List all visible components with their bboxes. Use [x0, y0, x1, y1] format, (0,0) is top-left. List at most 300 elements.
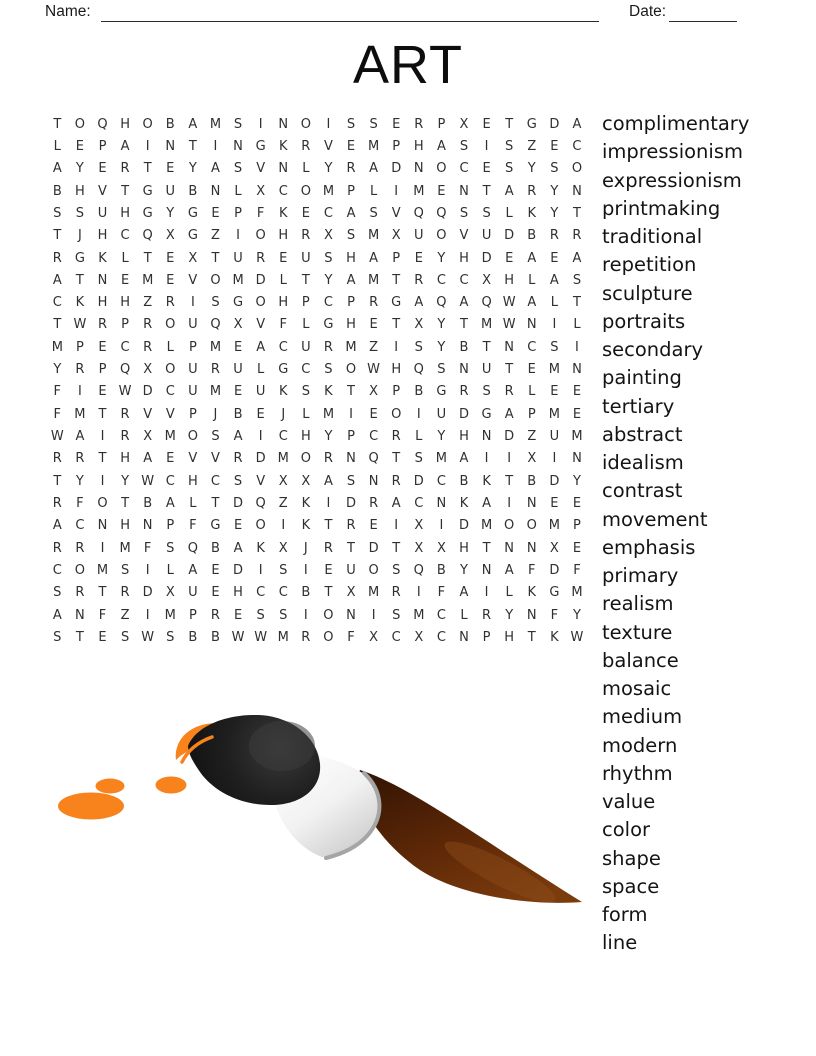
grid-letter: N	[459, 362, 469, 378]
grid-letter: S	[482, 384, 491, 400]
grid-letter: W	[570, 629, 584, 645]
grid-letter: G	[526, 116, 537, 132]
grid-letter: S	[392, 607, 401, 623]
grid-letter: Z	[278, 495, 288, 511]
grid-letter: E	[437, 183, 446, 199]
grid-letter: N	[97, 518, 108, 534]
word-list	[602, 110, 749, 958]
grid-letter: Y	[527, 161, 536, 177]
grid-letter: K	[75, 295, 85, 311]
grid-letter: P	[392, 384, 401, 400]
paint-splat-medium	[156, 777, 187, 794]
grid-letter: D	[391, 161, 402, 177]
grid-letter: Y	[437, 250, 446, 266]
grid-letter: N	[481, 429, 492, 445]
grid-letter: U	[188, 585, 198, 601]
grid-letter: X	[414, 518, 424, 534]
grid-letter: U	[165, 183, 176, 199]
grid-letter: S	[505, 161, 514, 177]
grid-letter: I	[507, 495, 512, 511]
grid-letter: Y	[437, 429, 446, 445]
grid-letter: N	[233, 138, 243, 154]
grid-letter: N	[436, 495, 447, 511]
grid-letter: G	[481, 406, 492, 422]
grid-letter: E	[301, 205, 310, 221]
grid-letter: H	[346, 317, 356, 333]
grid-letter: H	[300, 429, 311, 445]
grid-letter: A	[504, 406, 514, 422]
grid-letter: B	[52, 183, 62, 199]
grid-letter: F	[347, 629, 355, 645]
grid-letter: V	[323, 138, 333, 154]
grid-letter: E	[369, 317, 378, 333]
grid-letter: R	[414, 272, 424, 288]
grid-letter: M	[96, 562, 109, 578]
grid-letter: E	[482, 161, 491, 177]
grid-letter: S	[346, 116, 356, 132]
grid-letter: Y	[550, 183, 559, 199]
grid-letter: R	[210, 607, 220, 623]
grid-letter: E	[572, 495, 582, 511]
grid-letter: C	[436, 473, 446, 489]
grid-letter: A	[436, 138, 446, 154]
grid-letter: B	[165, 116, 175, 132]
grid-letter: R	[482, 607, 492, 623]
grid-letter: T	[482, 339, 491, 355]
grid-letter: A	[323, 473, 333, 489]
word-item: color	[602, 818, 651, 842]
grid-letter: Y	[75, 473, 84, 489]
grid-letter: R	[75, 540, 85, 556]
paintbrush-illustration	[30, 700, 610, 940]
grid-letter: S	[211, 295, 220, 311]
grid-letter: V	[98, 183, 107, 199]
grid-letter: N	[572, 183, 582, 199]
grid-letter: T	[98, 406, 107, 422]
grid-letter: H	[391, 362, 402, 378]
grid-letter: R	[391, 429, 401, 445]
grid-letter: C	[165, 384, 175, 400]
grid-letter: Z	[143, 295, 153, 311]
grid-letter: M	[232, 272, 244, 288]
grid-letter: T	[53, 473, 62, 489]
name-blank-line	[101, 3, 599, 22]
grid-letter: F	[550, 607, 559, 623]
grid-letter: K	[278, 205, 288, 221]
grid-letter: D	[368, 540, 379, 556]
grid-letter: L	[415, 429, 423, 445]
grid-letter: G	[436, 384, 447, 400]
grid-letter: R	[414, 116, 424, 132]
grid-letter: R	[504, 384, 514, 400]
grid-letter: K	[301, 495, 311, 511]
grid-letter: N	[97, 272, 108, 288]
grid-letter: Z	[527, 138, 537, 154]
grid-letter: F	[98, 607, 107, 623]
grid-letter: Q	[255, 495, 266, 511]
grid-letter: O	[368, 562, 379, 578]
grid-letter: E	[369, 518, 378, 534]
grid-letter: S	[572, 272, 582, 288]
grid-letter: B	[414, 384, 424, 400]
grid-letter: F	[53, 384, 62, 400]
grid-letter: I	[394, 339, 399, 355]
grid-letter: R	[369, 495, 379, 511]
grid-letter: S	[233, 473, 243, 489]
grid-letter: E	[527, 362, 536, 378]
grid-letter: A	[459, 451, 469, 467]
grid-letter: I	[552, 451, 557, 467]
grid-letter: P	[392, 138, 401, 154]
grid-letter: H	[278, 228, 289, 244]
grid-letter: D	[549, 116, 560, 132]
grid-letter: S	[120, 562, 130, 578]
grid-letter: Q	[187, 540, 198, 556]
grid-letter: I	[100, 429, 105, 445]
grid-letter: L	[528, 384, 536, 400]
grid-letter: L	[528, 272, 536, 288]
grid-letter: K	[482, 473, 491, 489]
grid-letter: R	[527, 183, 537, 199]
grid-letter: L	[573, 317, 581, 333]
word-item: modern	[602, 733, 678, 757]
grid-letter: F	[573, 562, 581, 578]
grid-letter: I	[416, 406, 421, 422]
grid-letter: A	[549, 272, 559, 288]
grid-letter: X	[436, 540, 446, 556]
grid-letter: N	[526, 495, 537, 511]
grid-letter: I	[303, 562, 308, 578]
grid-letter: B	[143, 495, 153, 511]
grid-letter: R	[391, 585, 401, 601]
grid-letter: P	[573, 518, 581, 534]
grid-letter: E	[233, 518, 243, 534]
grid-letter: U	[549, 429, 560, 445]
grid-letter: N	[459, 629, 469, 645]
grid-letter: O	[165, 362, 176, 378]
grid-letter: S	[550, 339, 559, 355]
grid-letter: A	[256, 339, 266, 355]
grid-letter: R	[459, 384, 469, 400]
word-item: value	[602, 790, 656, 813]
grid-letter: C	[165, 473, 175, 489]
grid-letter: A	[211, 161, 220, 177]
grid-letter: X	[369, 384, 379, 400]
grid-letter: A	[482, 495, 492, 511]
grid-letter: I	[326, 495, 331, 511]
grid-letter: U	[301, 339, 311, 355]
grid-letter: S	[301, 384, 310, 400]
grid-letter: Q	[436, 205, 447, 221]
grid-letter: O	[436, 161, 447, 177]
grid-letter: N	[572, 362, 582, 378]
grid-letter: G	[278, 362, 289, 378]
grid-letter: T	[392, 317, 401, 333]
grid-letter: I	[258, 116, 263, 132]
grid-letter: M	[571, 585, 583, 601]
grid-letter: M	[435, 451, 447, 467]
grid-letter: C	[436, 272, 446, 288]
grid-letter: R	[391, 473, 401, 489]
grid-letter: O	[165, 317, 176, 333]
grid-letter: D	[504, 228, 515, 244]
grid-letter: V	[391, 205, 401, 221]
grid-letter: T	[98, 451, 107, 467]
grid-letter: P	[437, 116, 446, 132]
grid-letter: M	[51, 339, 63, 355]
grid-letter: K	[278, 138, 288, 154]
grid-letter: N	[526, 540, 537, 556]
grid-letter: B	[527, 228, 537, 244]
grid-letter: H	[97, 228, 108, 244]
grid-letter: S	[166, 540, 175, 556]
grid-letter: W	[141, 473, 155, 489]
grid-letter: Y	[437, 339, 446, 355]
grid-letter: Q	[97, 116, 108, 132]
grid-letter: V	[459, 228, 469, 244]
grid-letter: U	[188, 384, 198, 400]
grid-letter: Q	[119, 362, 131, 378]
grid-letter: Z	[120, 607, 130, 623]
grid-letter: G	[142, 183, 153, 199]
grid-letter: I	[349, 406, 353, 422]
grid-letter: G	[210, 518, 221, 534]
grid-letter: L	[460, 607, 468, 623]
grid-letter: K	[527, 585, 537, 601]
grid-letter: D	[142, 585, 153, 601]
grid-letter: M	[548, 518, 560, 534]
grid-letter: H	[459, 250, 469, 266]
grid-letter: Q	[413, 562, 424, 578]
grid-letter: T	[505, 116, 514, 132]
grid-letter: O	[526, 518, 537, 534]
grid-letter: M	[74, 406, 86, 422]
grid-letter: L	[505, 205, 513, 221]
grid-letter: Y	[460, 562, 468, 578]
grid-letter: L	[550, 295, 558, 311]
word-item: contrast	[602, 479, 683, 503]
grid-letter: I	[190, 295, 195, 311]
grid-letter: E	[166, 272, 175, 288]
grid-letter: H	[97, 295, 108, 311]
grid-letter: S	[211, 429, 220, 445]
grid-letter: M	[119, 540, 131, 556]
grid-letter: R	[369, 295, 379, 311]
grid-letter: N	[413, 161, 424, 177]
grid-letter: C	[459, 161, 469, 177]
grid-letter: T	[121, 183, 130, 199]
grid-letter: H	[233, 585, 243, 601]
word-item: repetition	[602, 253, 697, 277]
grid-letter: X	[527, 451, 537, 467]
grid-letter: E	[572, 406, 582, 422]
grid-letter: L	[257, 362, 265, 378]
grid-letter: D	[413, 473, 424, 489]
grid-letter: L	[166, 562, 174, 578]
grid-letter: N	[526, 317, 537, 333]
grid-letter: M	[368, 585, 380, 601]
grid-letter: M	[164, 607, 176, 623]
grid-letter: D	[233, 562, 244, 578]
word-item: traditional	[602, 225, 703, 248]
grid-letter: J	[303, 540, 308, 556]
grid-letter: H	[187, 473, 198, 489]
grid-letter: O	[142, 116, 153, 132]
word-item: impressionism	[602, 140, 743, 164]
grid-letter: L	[369, 183, 378, 199]
grid-letter: S	[437, 362, 446, 378]
grid-letter: X	[233, 317, 243, 333]
grid-letter: E	[279, 250, 288, 266]
grid-letter: M	[345, 339, 357, 355]
grid-letter: K	[324, 384, 333, 400]
grid-letter: Q	[436, 295, 447, 311]
grid-letter: G	[74, 250, 85, 266]
grid-letter: E	[550, 495, 559, 511]
grid-letter: F	[76, 495, 84, 511]
grid-letter: X	[301, 473, 311, 489]
grid-letter: M	[277, 629, 289, 645]
paint-splat-large	[58, 793, 124, 820]
grid-letter: M	[368, 272, 380, 288]
grid-letter: U	[301, 250, 311, 266]
grid-letter: E	[346, 138, 356, 154]
grid-letter: M	[322, 406, 335, 422]
grid-letter: F	[528, 562, 536, 578]
grid-letter: Y	[550, 205, 559, 221]
grid-letter: R	[346, 518, 356, 534]
grid-letter: I	[326, 116, 331, 132]
grid-letter: O	[255, 295, 266, 311]
grid-letter: S	[459, 138, 469, 154]
grid-letter: C	[52, 295, 62, 311]
grid-letter: R	[120, 406, 130, 422]
grid-letter: P	[121, 317, 129, 333]
word-item: emphasis	[602, 535, 696, 559]
grid-letter: I	[281, 518, 286, 534]
grid-letter: V	[188, 451, 198, 467]
grid-letter: S	[324, 362, 333, 378]
grid-letter: R	[549, 228, 559, 244]
grid-letter: T	[527, 629, 536, 645]
grid-letter: I	[145, 138, 150, 154]
grid-letter: E	[166, 250, 175, 266]
grid-letter: M	[413, 183, 425, 199]
grid-letter: Q	[142, 228, 153, 244]
grid-letter: A	[459, 295, 469, 311]
grid-letter: G	[187, 205, 198, 221]
grid-letter: P	[75, 339, 84, 355]
grid-letter: U	[188, 317, 198, 333]
grid-letter: B	[527, 473, 537, 489]
grid-letter: E	[98, 384, 107, 400]
grid-letter: T	[482, 540, 491, 556]
grid-letter: I	[484, 585, 489, 601]
word-item: primary	[602, 564, 679, 587]
grid-letter: C	[120, 339, 130, 355]
date-label: Date:	[629, 3, 667, 20]
word-search-grid	[46, 113, 588, 649]
grid-letter: E	[550, 384, 559, 400]
grid-letter: S	[53, 205, 62, 221]
grid-letter: S	[346, 228, 356, 244]
grid-letter: G	[323, 317, 334, 333]
grid-letter: S	[505, 138, 514, 154]
grid-letter: R	[120, 429, 130, 445]
grid-letter: A	[233, 429, 243, 445]
grid-letter: I	[439, 518, 444, 534]
grid-letter: H	[459, 429, 469, 445]
grid-letter: R	[210, 362, 220, 378]
grid-letter: U	[255, 384, 266, 400]
grid-letter: U	[481, 228, 492, 244]
grid-letter: D	[233, 495, 244, 511]
grid-letter: T	[53, 317, 62, 333]
grid-letter: R	[120, 585, 130, 601]
grid-letter: U	[414, 228, 424, 244]
grid-letter: X	[549, 540, 559, 556]
grid-letter: R	[52, 540, 62, 556]
grid-letter: D	[142, 384, 153, 400]
grid-letter: C	[391, 629, 401, 645]
grid-letter: F	[256, 205, 265, 221]
grid-letter: H	[346, 250, 356, 266]
grid-letter: C	[75, 518, 85, 534]
grid-letter: T	[75, 629, 84, 645]
word-item: shape	[602, 846, 661, 870]
grid-letter: I	[416, 585, 421, 601]
word-item: realism	[602, 592, 674, 616]
grid-letter: M	[142, 272, 154, 288]
grid-letter: O	[300, 183, 311, 199]
grid-letter: I	[484, 138, 489, 154]
grid-letter: T	[324, 518, 333, 534]
grid-letter: S	[369, 116, 378, 132]
name-label: Name:	[45, 3, 91, 20]
grid-letter: E	[324, 562, 333, 578]
grid-letter: X	[165, 228, 175, 244]
grid-letter: A	[233, 540, 243, 556]
grid-letter: E	[166, 451, 175, 467]
grid-letter: W	[502, 317, 516, 333]
grid-letter: A	[52, 518, 62, 534]
grid-letter: L	[302, 406, 310, 422]
grid-letter: R	[572, 228, 582, 244]
word-item: mosaic	[602, 677, 672, 700]
grid-letter: T	[460, 317, 468, 333]
grid-letter: O	[300, 451, 311, 467]
grid-letter: C	[278, 585, 288, 601]
grid-letter: A	[188, 562, 198, 578]
grid-letter: T	[505, 473, 514, 489]
grid-letter: A	[459, 585, 469, 601]
grid-letter: S	[392, 562, 401, 578]
grid-letter: E	[75, 138, 84, 154]
grid-letter: L	[234, 183, 242, 199]
grid-letter: B	[459, 339, 469, 355]
grid-letter: X	[143, 362, 153, 378]
grid-letter: P	[234, 205, 242, 221]
grid-letter: H	[120, 116, 130, 132]
grid-letter: Y	[166, 205, 175, 221]
grid-letter: E	[98, 161, 107, 177]
grid-letter: E	[482, 116, 491, 132]
grid-letter: M	[480, 518, 493, 534]
grid-letter: S	[550, 161, 559, 177]
grid-letter: X	[482, 272, 492, 288]
grid-letter: M	[322, 183, 335, 199]
grid-letter: C	[301, 362, 311, 378]
